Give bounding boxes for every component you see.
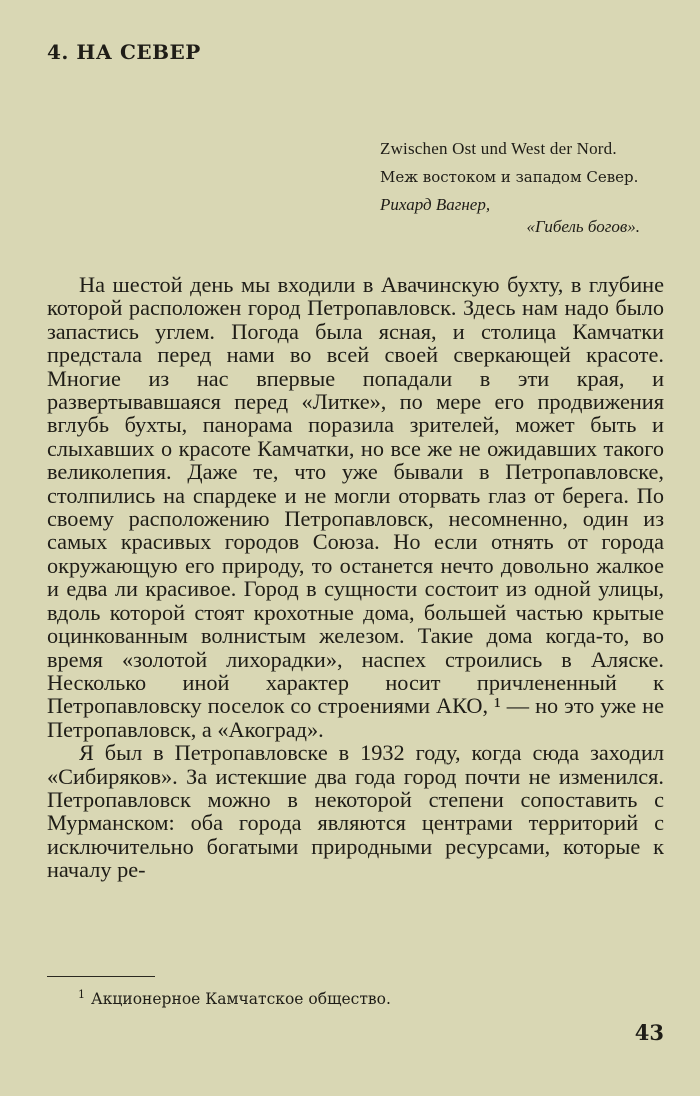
epigraph-author: Рихард Вагнер, xyxy=(380,195,491,214)
paragraph: На шестой день мы входили в Авачинскую бухту, в глубине которой расположен город Петропавловск. Здесь нам надо было запастись углем. Погода была ясная, и столица Камчатки предстала перед нами во всей своей сверкающей красоте. Многие из нас впервые попадали в эти края, и развертывавшаяся перед «Литке», по мере его продвижения вглубь бухты, панорама поразила зрителей, может быть и слыхавших о красоте Камчатки, но все же не ожидавших такого великолепия. Даже те, что уже бывали в Петропавловске, столпились на спардеке и не могли оторвать глаз от берега. По своему расположению Петропавловск, несомненно, один из самых красивых городов Союза. Но если отнять от города окружающую его природу, то останется нечто довольно жалкое и едва ли красивое. Город в сущности состоит из одной улицы, вдоль которой стоят крохотные дома, большей частью крытые оцинкованным волнистым железом. Такие дома когда-то, во время «золотой лихорадки», наспех строились в Аляске. Несколько иной характер носит причлененный к Петропавловску поселок со строениями АКО, ¹ — но это уже не Петропавловск, а «Акоград». xyxy=(47,272,664,742)
footnote xyxy=(78,988,391,1008)
footnote-divider xyxy=(47,976,155,977)
epigraph-german: Zwischen Ost und West der Nord. xyxy=(380,139,617,158)
footnote-text: Акционерное Камчатское общество. xyxy=(91,990,391,1009)
epigraph xyxy=(380,138,668,238)
page-number: 43 xyxy=(634,1020,664,1045)
epigraph-source: «Гибель богов». xyxy=(526,217,640,236)
chapter-heading: 4. НА СЕВЕР xyxy=(47,40,201,64)
epigraph-russian: Меж востоком и западом Север. xyxy=(380,168,639,186)
body-text xyxy=(47,273,664,882)
footnote-marker: 1 xyxy=(78,988,85,1001)
paragraph: Я был в Петропавловске в 1932 году, когда сюда заходил «Сибиряков». За истекшие два года город почти не изменился. Петропавловск можно в некоторой степени сопоставить с Мурманском: оба города являются центрами территорий с исключительно богатыми природными ресурсами, которые к началу ре- xyxy=(47,740,664,883)
